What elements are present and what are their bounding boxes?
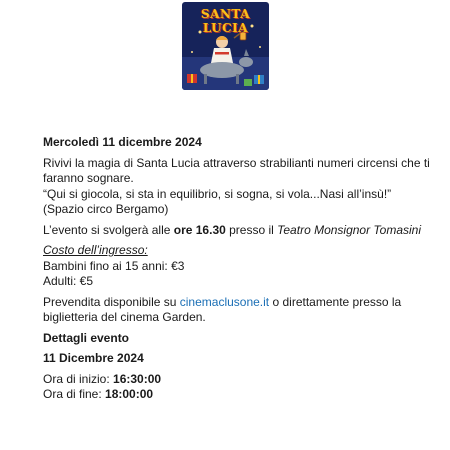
- start-time-line: [43, 372, 438, 388]
- event-poster: [182, 2, 269, 90]
- venue-line: [43, 223, 438, 239]
- venue-place: Teatro Monsignor Tomasini: [277, 222, 422, 237]
- presale-prefix: Prevendita disponibile su: [43, 294, 180, 309]
- end-value: 18:00:00: [105, 387, 154, 401]
- date-heading: Mercoledì 11 dicembre 2024: [43, 135, 202, 149]
- venue-middle: presso il: [225, 222, 278, 237]
- venue-time: ore 16.30: [173, 222, 226, 237]
- venue-prefix: L’evento si svolgerà alle: [43, 222, 174, 237]
- start-label: Ora di inizio:: [43, 371, 114, 386]
- presale-suffix: o direttamente presso la biglietteria del cinema Garden.: [43, 294, 402, 324]
- presale-link[interactable]: cinemaclusone.it: [179, 294, 270, 309]
- cost-heading: Costo dell’ingresso:: [43, 243, 148, 257]
- start-value: 16:30:00: [113, 371, 162, 386]
- details-date: 11 Dicembre 2024: [43, 351, 144, 365]
- description-text: Rivivi la magia di Santa Lucia attraverso strabilianti numeri circensi che ti faranno sognare.: [43, 155, 430, 185]
- poster-title: SANTA LUCIA: [200, 7, 251, 35]
- description-quote: “Qui si giocola, si sta in equilibrio, si sogna, si vola...Nasi all’insù!”: [43, 186, 392, 201]
- details-heading: Dettagli evento: [43, 330, 130, 345]
- cost-children: Bambini fino ai 15 anni: €3: [43, 258, 185, 273]
- end-time-line: [43, 387, 438, 403]
- description-note: (Spazio circo Bergamo): [43, 202, 169, 216]
- event-description: [43, 135, 438, 403]
- cost-adults: Adulti: €5: [43, 274, 94, 288]
- end-label: Ora di fine:: [43, 387, 106, 401]
- presale-line: [43, 295, 438, 326]
